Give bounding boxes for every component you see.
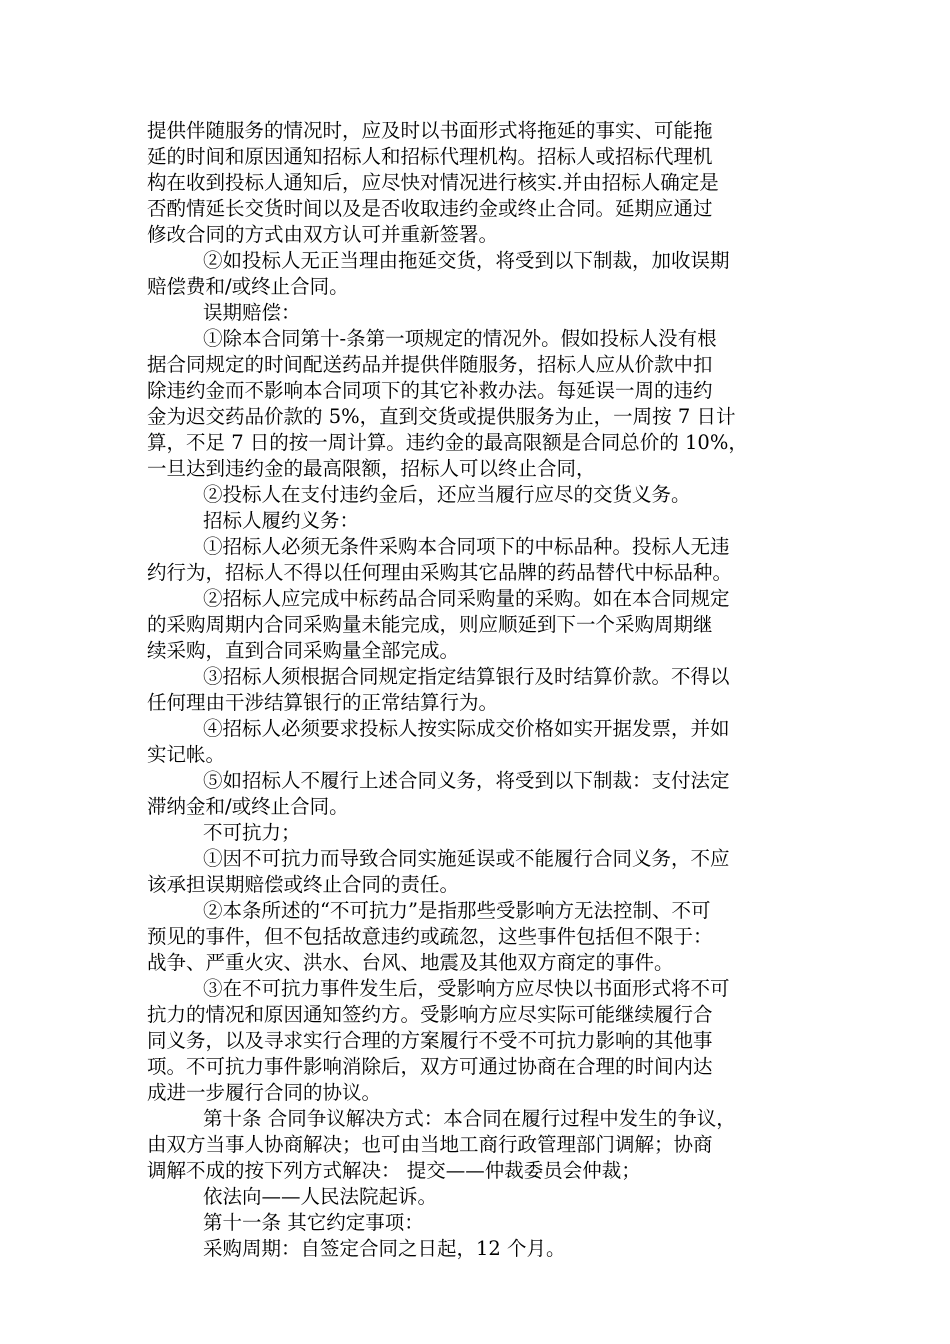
text-line: 除违约金而不影响本合同项下的其它补救办法。每延误一周的违约 (147, 379, 713, 402)
text-line: 项。不可抗力事件影响消除后，双方可通过协商在合理的时间内达 (147, 1055, 713, 1078)
text-line: ②本条所述的“不可抗力”是指那些受影响方无法控制、不可 (203, 899, 711, 922)
text-line: 据合同规定的时间配送药品并提供伴随服务，招标人应从价款中扣 (147, 353, 713, 376)
text-line: 否酌情延长交货时间以及是否收取违约金或终止合同。延期应通过 (147, 197, 713, 220)
text-line: 同义务，以及寻求实行合理的方案履行不受不可抗力影响的其他事 (147, 1029, 713, 1052)
text-line: 任何理由干涉结算银行的正常结算行为。 (147, 691, 499, 714)
text-line: ①除本合同第十-条第一项规定的情况外。假如投标人没有根 (203, 327, 717, 350)
text-line: 误期赔偿： (203, 301, 301, 324)
text-line: 续采购，直到合同采购量全部完成。 (147, 639, 460, 662)
text-line: ④招标人必须要求投标人按实际成交价格如实开据发票，并如 (203, 717, 730, 740)
text-line: 提供伴随服务的情况时，应及时以书面形式将拖延的事实、可能拖 (147, 119, 713, 142)
text-line: 第十条 合同争议解决方式：本合同在履行过程中发生的争议， (203, 1107, 736, 1130)
text-line: ①招标人必须无条件采购本合同项下的中标品种。投标人无违 (203, 535, 730, 558)
text-line: 约行为，招标人不得以任何理由采购其它品牌的药品替代中标品种。 (147, 561, 733, 584)
text-line: 成进一步履行合同的协议。 (147, 1081, 382, 1104)
text-line: 该承担误期赔偿或终止合同的责任。 (147, 873, 460, 896)
text-line: 预见的事件，但不包括故意违约或疏忽，这些事件包括但不限于： (147, 925, 713, 948)
text-line: 金为迟交药品价款的 5%，直到交货或提供服务为止，一周按 7 日计 (147, 405, 736, 428)
text-line: 的采购周期内合同采购量未能完成，则应顺延到下一个采购周期继 (147, 613, 713, 636)
text-line: 实记帐。 (147, 743, 226, 766)
text-line: ③招标人须根据合同规定指定结算银行及时结算价款。不得以 (203, 665, 730, 688)
text-line: 延的时间和原因通知招标人和招标代理机构。招标人或招标代理机 (147, 145, 713, 168)
text-line: 构在收到投标人通知后，应尽快对情况进行核实.并由招标人确定是 (147, 171, 719, 194)
text-line: ②投标人在支付违约金后，还应当履行应尽的交货义务。 (203, 483, 691, 506)
text-line: 抗力的情况和原因通知签约方。受影响方应尽实际可能继续履行合 (147, 1003, 713, 1026)
text-line: 不可抗力； (203, 821, 301, 844)
text-line: 滞纳金和/或终止合同。 (147, 795, 349, 818)
text-line: 依法向——人民法院起诉。 (203, 1185, 438, 1208)
text-line: 赔偿费和/或终止合同。 (147, 275, 349, 298)
text-line: ②招标人应完成中标药品合同采购量的采购。如在本合同规定 (203, 587, 730, 610)
document-body (147, 118, 827, 1262)
text-line: ②如投标人无正当理由拖延交货，将受到以下制裁，加收误期 (203, 249, 730, 272)
text-line: 采购周期：自签定合同之日起，12 个月。 (203, 1237, 566, 1260)
text-line: 算，不足 7 日的按一周计算。违约金的最高限额是合同总价的 10%， (147, 431, 748, 454)
text-line: 第十一条 其它约定事项： (203, 1211, 424, 1234)
text-line: 调解不成的按下列方式解决： 提交——仲裁委员会仲裁； (147, 1159, 641, 1182)
text-line: 一旦达到违约金的最高限额，招标人可以终止合同， (147, 457, 596, 480)
text-line: 由双方当事人协商解决；也可由当地工商行政管理部门调解；协商 (147, 1133, 713, 1156)
text-line: ③在不可抗力事件发生后，受影响方应尽快以书面形式将不可 (203, 977, 730, 1000)
text-line: ①因不可抗力而导致合同实施延误或不能履行合同义务，不应 (203, 847, 730, 870)
text-line: 招标人履约义务： (203, 509, 360, 532)
text-line: 战争、严重火灾、洪水、台风、地震及其他双方商定的事件。 (147, 951, 674, 974)
text-line: 修改合同的方式由双方认可并重新签署。 (147, 223, 499, 246)
text-line: ⑤如招标人不履行上述合同义务，将受到以下制裁：支付法定 (203, 769, 730, 792)
